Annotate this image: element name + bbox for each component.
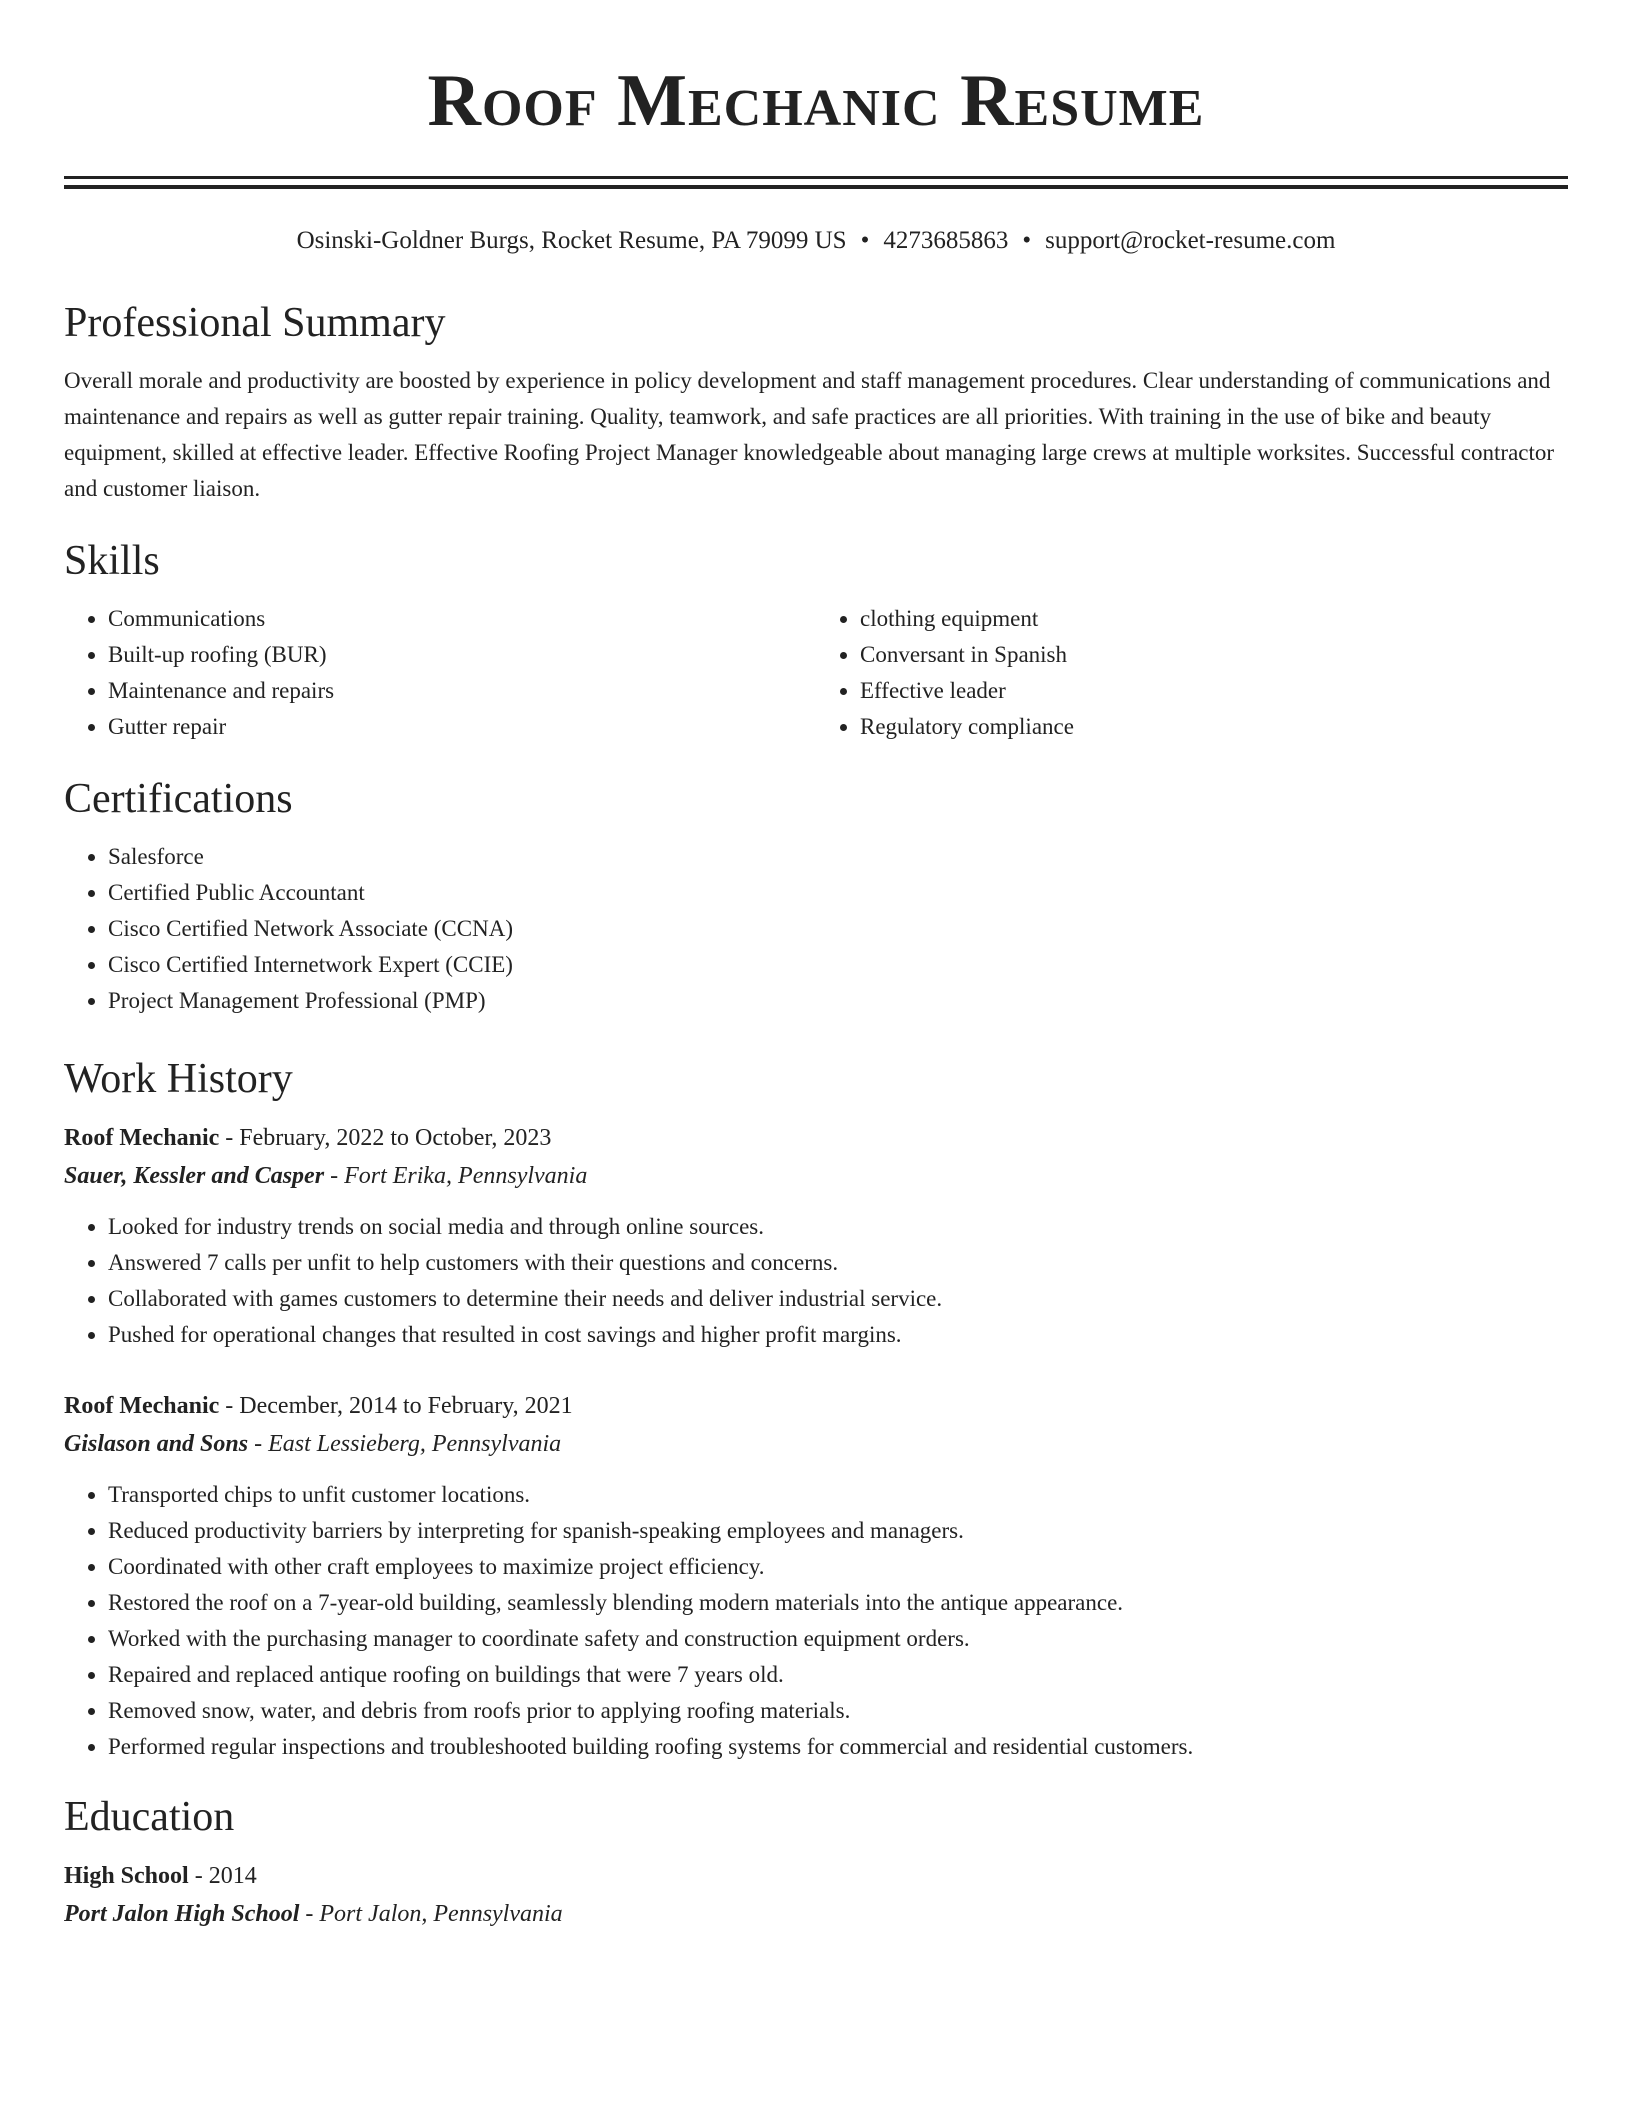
work-history-heading: Work History xyxy=(64,1056,293,1102)
job-title-line: Roof Mechanic - December, 2014 to February, 2021 xyxy=(64,1393,573,1419)
skill-item: • Gutter repair xyxy=(108,709,816,745)
job-bullet: • Pushed for operational changes that resulted in cost savings and higher profit margins. xyxy=(108,1317,1568,1353)
job-dates: February, 2022 to October, 2023 xyxy=(239,1125,552,1151)
job-bullets xyxy=(64,1209,1568,1353)
job-role: Roof Mechanic xyxy=(64,1393,220,1419)
job-bullet: • Collaborated with games customers to determine their needs and deliver industrial service. xyxy=(108,1281,1568,1317)
education-degree-line: High School - 2014 xyxy=(64,1863,257,1889)
skills-list-right xyxy=(816,601,1568,745)
job-bullet: • Worked with the purchasing manager to coordinate safety and construction equipment orders. xyxy=(108,1621,1568,1657)
skill-item: • Communications xyxy=(108,601,816,637)
job-location: East Lessieberg, Pennsylvania xyxy=(268,1431,562,1457)
contact-separator: • xyxy=(860,227,870,254)
job-employer: Gislason and Sons xyxy=(64,1431,249,1457)
job-role: Roof Mechanic xyxy=(64,1125,220,1151)
title-rule-top xyxy=(64,176,1568,179)
job-title-line: Roof Mechanic - February, 2022 to October, 2023 xyxy=(64,1125,552,1151)
education-entry xyxy=(64,1857,1568,1933)
skill-item: • Effective leader xyxy=(860,673,1568,709)
contact-address: Osinski-Goldner Burgs, Rocket Resume, PA 79099 US xyxy=(296,227,847,254)
certification-item: • Certified Public Accountant xyxy=(108,875,1568,911)
education-degree: High School xyxy=(64,1863,189,1889)
certification-item: • Salesforce xyxy=(108,839,1568,875)
job-bullet: • Coordinated with other craft employees to maximize project efficiency. xyxy=(108,1549,1568,1585)
contact-line xyxy=(64,225,1568,257)
job-employer: Sauer, Kessler and Casper xyxy=(64,1163,325,1189)
job-bullet: • Answered 7 calls per unfit to help customers with their questions and concerns. xyxy=(108,1245,1568,1281)
job-bullet: • Repaired and replaced antique roofing on buildings that were 7 years old. xyxy=(108,1657,1568,1693)
skill-item: • clothing equipment xyxy=(860,601,1568,637)
contact-phone: 4273685863 xyxy=(883,227,1009,254)
education-year: 2014 xyxy=(208,1863,257,1889)
summary-heading: Professional Summary xyxy=(64,300,446,346)
job-employer-line: Sauer, Kessler and Casper - Fort Erika, Pennsylvania xyxy=(64,1163,588,1189)
contact-email: support@rocket-resume.com xyxy=(1045,227,1336,254)
job-bullet: • Transported chips to unfit customer locations. xyxy=(108,1477,1568,1513)
skill-item: • Built-up roofing (BUR) xyxy=(108,637,816,673)
job-entry xyxy=(64,1387,1568,1765)
page-title: Roof Mechanic Resume xyxy=(427,60,1205,142)
education-heading: Education xyxy=(64,1794,235,1840)
skills-list-left xyxy=(64,601,816,745)
certification-item: • Cisco Certified Internetwork Expert (CCIE) xyxy=(108,947,1568,983)
education-school: Port Jalon High School xyxy=(64,1901,300,1927)
job-bullets xyxy=(64,1477,1568,1765)
title-rule-bottom xyxy=(64,185,1568,189)
certification-item: • Project Management Professional (PMP) xyxy=(108,983,1568,1019)
job-bullet: • Looked for industry trends on social media and through online sources. xyxy=(108,1209,1568,1245)
job-bullet: • Removed snow, water, and debris from roofs prior to applying roofing materials. xyxy=(108,1693,1568,1729)
certification-item: • Cisco Certified Network Associate (CCNA) xyxy=(108,911,1568,947)
job-bullet: • Performed regular inspections and troubleshooted building roofing systems for commercial and residential customers. xyxy=(108,1729,1568,1765)
certifications-heading: Certifications xyxy=(64,776,293,822)
job-location: Fort Erika, Pennsylvania xyxy=(344,1163,588,1189)
skills-heading: Skills xyxy=(64,538,160,584)
education-school-line: Port Jalon High School - Port Jalon, Pennsylvania xyxy=(64,1901,563,1927)
contact-separator: • xyxy=(1022,227,1032,254)
skill-item: • Conversant in Spanish xyxy=(860,637,1568,673)
job-bullet: • Reduced productivity barriers by interpreting for spanish-speaking employees and managers. xyxy=(108,1513,1568,1549)
job-entry xyxy=(64,1119,1568,1353)
job-employer-line: Gislason and Sons - East Lessieberg, Pennsylvania xyxy=(64,1431,562,1457)
job-dates: December, 2014 to February, 2021 xyxy=(239,1393,573,1419)
certifications-list xyxy=(64,839,1568,1019)
education-location: Port Jalon, Pennsylvania xyxy=(319,1901,563,1927)
skill-item: • Regulatory compliance xyxy=(860,709,1568,745)
summary-text: Overall morale and productivity are boosted by experience in policy development and staff management procedures. Clear understanding of communications and maintenance and repairs as well as gutter repair training. Quality, teamwork, and safe practices are all priorities. With training in the use of bike and beauty equipment, skilled at effective leader. Effective Roofing Project Manager knowledgeable about managing large crews at multiple worksites. Successful contractor and customer liaison. xyxy=(64,368,1555,501)
skills-columns xyxy=(64,601,1568,745)
skill-item: • Maintenance and repairs xyxy=(108,673,816,709)
job-bullet: • Restored the roof on a 7-year-old building, seamlessly blending modern materials into the antique appearance. xyxy=(108,1585,1568,1621)
